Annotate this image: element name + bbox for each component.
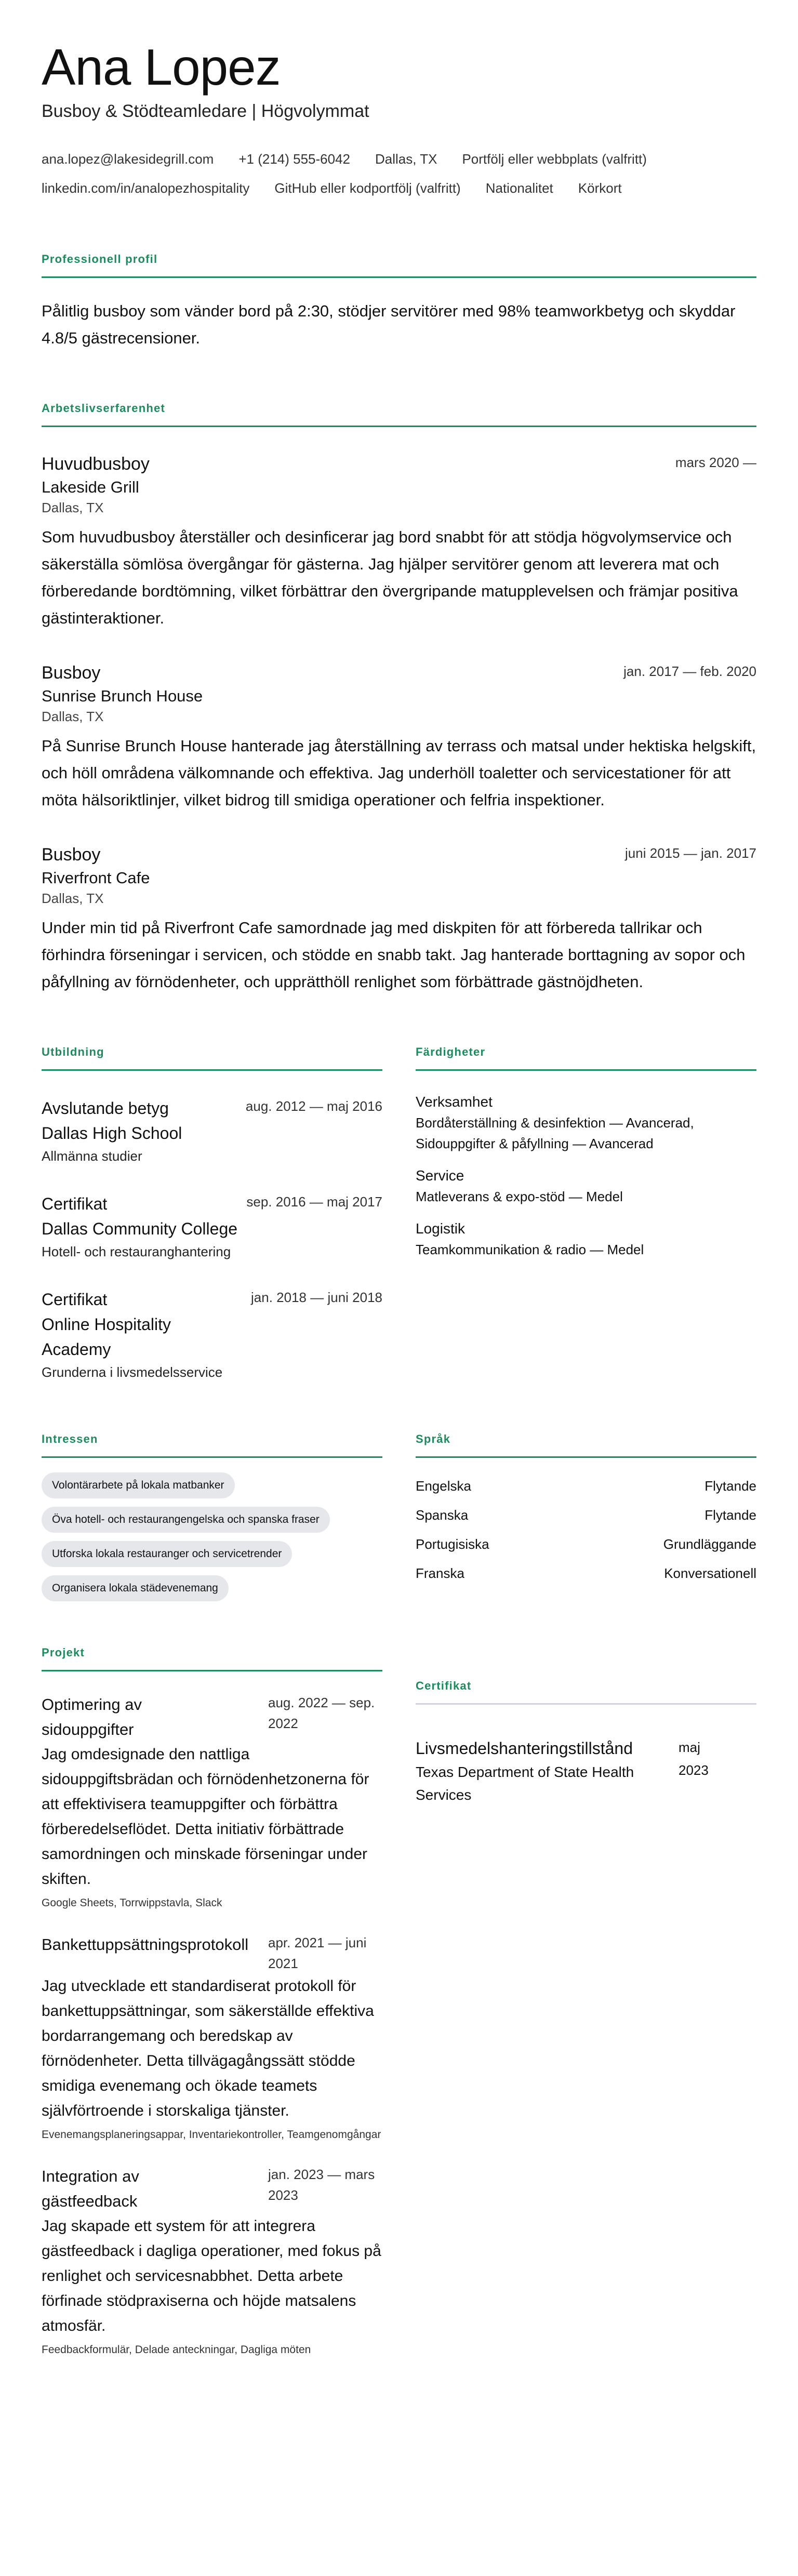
- certificate-info: [416, 1736, 665, 1807]
- language-name: Portugisiska: [416, 1536, 489, 1552]
- language-level: Grundläggande: [663, 1536, 756, 1552]
- project-header: [42, 1692, 382, 1742]
- job-entry: [42, 661, 756, 814]
- language-name: Franska: [416, 1565, 464, 1581]
- field-of-study: Allmänna studier: [42, 1148, 142, 1164]
- job-entry: [42, 843, 756, 995]
- language-row: [416, 1530, 756, 1559]
- field-of-study: Grunderna i livsmedelsservice: [42, 1364, 223, 1380]
- certificates-section: [416, 1646, 756, 2358]
- job-date: mars 2020 —: [675, 454, 756, 470]
- language-row: [416, 1471, 756, 1501]
- job-city: Dallas, TX: [42, 499, 104, 515]
- project-date: aug. 2022 — sep. 2022: [268, 1694, 375, 1731]
- project-title: Integration av gästfeedback: [42, 2167, 139, 2210]
- contact-license: Körkort: [578, 180, 622, 196]
- contact-nationality: Nationalitet: [485, 180, 553, 196]
- skills-section: [416, 1045, 756, 1383]
- job-header: [42, 661, 756, 685]
- contact-list: [42, 144, 756, 203]
- skill-category: Verksamhet: [416, 1093, 493, 1110]
- project-tools: Google Sheets, Torrwippstavla, Slack: [42, 1896, 222, 1909]
- degree-title: Certifikat: [42, 1290, 108, 1309]
- school-name: Dallas High School: [42, 1123, 182, 1143]
- projects-section: [42, 1646, 382, 2358]
- certificate-name: Livsmedelshanteringstillstånd: [416, 1738, 633, 1758]
- job-title: Huvudbusboy: [42, 454, 150, 474]
- education-entry: [42, 1287, 382, 1383]
- skill-group: [416, 1165, 756, 1207]
- job-title: Busboy: [42, 844, 101, 865]
- section-heading: Arbetslivserfarenhet: [42, 402, 756, 427]
- language-name: Spanska: [416, 1507, 469, 1523]
- interests-section: [42, 1432, 382, 1601]
- project-header: [42, 1932, 382, 1974]
- project-entry: [42, 2164, 382, 2358]
- job-date: jan. 2017 — feb. 2020: [623, 663, 756, 679]
- education-date: jan. 2018 — juni 2018: [251, 1289, 382, 1305]
- school-name: Online Hospitality Academy: [42, 1314, 171, 1359]
- education-entry: [42, 1096, 382, 1166]
- section-heading: Utbildning: [42, 1045, 382, 1071]
- job-company: Sunrise Brunch House: [42, 686, 203, 705]
- projects-certificates-row: [42, 1646, 756, 2358]
- project-date: apr. 2021 — juni 2021: [268, 1934, 367, 1971]
- candidate-subtitle: Busboy & Stödteamledare | Högvolymmat: [42, 101, 369, 121]
- language-level: Konversationell: [664, 1565, 756, 1581]
- field-of-study: Hotell- och restauranghantering: [42, 1243, 231, 1259]
- contact-portfolio[interactable]: Portfölj eller webbplats (valfritt): [462, 151, 647, 167]
- project-tools: Evenemangsplaneringsappar, Inventariekontroller, Teamgenomgångar: [42, 2128, 381, 2141]
- skill-group: [416, 1092, 756, 1154]
- interest-chip: Öva hotell- och restaurangengelska och spanska fraser: [42, 1507, 330, 1533]
- job-header: [42, 843, 756, 867]
- project-entry: [42, 1932, 382, 2143]
- project-date: jan. 2023 — mars 2023: [268, 2166, 375, 2203]
- job-description: På Sunrise Brunch House hanterade jag återställning av terrass och matsal under hektiska helgskift, och höll områdena välkomnande och effektiva. Jag underhöll toaletter och servicestationer för att möta hälsoriktlinjer, vilket bidrog till smidiga operationer och felfria inspektioner.: [42, 736, 756, 809]
- candidate-name: Ana Lopez: [42, 38, 281, 96]
- education-date: sep. 2016 — maj 2017: [246, 1193, 382, 1210]
- project-entry: [42, 1692, 382, 1911]
- contact-email[interactable]: ana.lopez@lakesidegrill.com: [42, 151, 214, 167]
- degree-title: Certifikat: [42, 1194, 108, 1213]
- project-description: Jag omdesignade den nattliga sidouppgiftsbrädan och förnödenhetzonerna för att effektivisera teamuppgifter och förbättra förberedelseflödet. Detta initiativ förbättrade samordningen och minskade förseningar under skiften.: [42, 1745, 369, 1888]
- project-tools: Feedbackformulär, Delade anteckningar, Dagliga möten: [42, 2343, 311, 2356]
- profile-section: [42, 253, 756, 352]
- job-city: Dallas, TX: [42, 890, 104, 906]
- school-name: Dallas Community College: [42, 1219, 238, 1238]
- education-section: [42, 1045, 382, 1383]
- section-heading: Professionell profil: [42, 253, 756, 278]
- job-city: Dallas, TX: [42, 708, 104, 724]
- project-title: Bankettuppsättningsprotokoll: [42, 1935, 249, 1954]
- section-heading: Färdigheter: [416, 1045, 756, 1071]
- degree-title: Avslutande betyg: [42, 1098, 169, 1118]
- interest-chip: Utforska lokala restauranger och servicetrender: [42, 1541, 292, 1567]
- section-heading: Certifikat: [416, 1679, 756, 1705]
- language-level: Flytande: [704, 1507, 756, 1523]
- education-skills-row: [42, 1045, 756, 1383]
- job-date: juni 2015 — jan. 2017: [625, 845, 756, 861]
- language-row: [416, 1501, 756, 1530]
- skill-category: Service: [416, 1167, 464, 1184]
- language-name: Engelska: [416, 1478, 471, 1494]
- job-title: Busboy: [42, 662, 101, 683]
- project-description: Jag utvecklade ett standardiserat protokoll för bankettuppsättningar, som säkerställde effektiva bordarrangemang och beredskap av förnödenheter. Detta tillvägagångssätt stödde smidiga evenemang och ökade teamets självförtroende i storskaliga tjänster.: [42, 1977, 374, 2119]
- job-company: Lakeside Grill: [42, 477, 139, 496]
- languages-section: [416, 1432, 756, 1601]
- project-description: Jag skapade ett system för att integrera gästfeedback i dagliga operationer, med fokus på renlighet och servicesnabbhet. Detta arbete förfinade stödpraxiserna och höjde matsalens atmosfär.: [42, 2217, 381, 2334]
- experience-section: [42, 402, 756, 995]
- project-title: Optimering av sidouppgifter: [42, 1695, 142, 1738]
- language-row: [416, 1559, 756, 1588]
- section-heading: Intressen: [42, 1432, 382, 1458]
- contact-location: Dallas, TX: [375, 151, 437, 167]
- education-entry: [42, 1191, 382, 1262]
- job-company: Riverfront Cafe: [42, 868, 150, 887]
- skill-category: Logistik: [416, 1220, 465, 1237]
- section-heading: Projekt: [42, 1646, 382, 1671]
- profile-summary: Pålitlig busboy som vänder bord på 2:30, stödjer servitörer med 98% teamworkbetyg och skyddar 4.8/5 gästrecensioner.: [42, 301, 736, 347]
- certificate-entry: [416, 1736, 756, 1807]
- job-description: Som huvudbusboy återställer och desinficerar jag bord snabbt för att stödja högvolymservice och säkerställa sömlösa övergångar för gästerna. Jag hjälper servitörer genom att leverera mat och förberedande bordtömning, vilket förbättrar den övergripande matupplevelsen och främjar positiva gästinteraktioner.: [42, 527, 738, 627]
- contact-github[interactable]: GitHub eller kodportfölj (valfritt): [274, 180, 461, 196]
- education-info: [42, 1096, 239, 1166]
- education-date: aug. 2012 — maj 2016: [245, 1098, 382, 1114]
- skill-items: Teamkommunikation & radio — Medel: [416, 1241, 644, 1257]
- skill-items: Matleverans & expo-stöd — Medel: [416, 1188, 623, 1204]
- skill-items: Bordåterställning & desinfektion — Avancerad, Sidouppgifter & påfyllning — Avancerad: [416, 1114, 694, 1151]
- language-level: Flytande: [704, 1478, 756, 1494]
- project-header: [42, 2164, 382, 2214]
- interests-languages-row: [42, 1432, 756, 1601]
- interest-chip: Organisera lokala städevenemang: [42, 1575, 229, 1601]
- certificate-issuer: Texas Department of State Health Services: [416, 1763, 634, 1803]
- contact-linkedin[interactable]: linkedin.com/in/analopezhospitality: [42, 180, 250, 196]
- interest-chip: Volontärarbete på lokala matbanker: [42, 1472, 235, 1498]
- job-description: Under min tid på Riverfront Cafe samordnade jag med diskpiten för att förbereda tallrikar och förhindra förseningar i servicen, och stödde en snabb takt. Jag hanterade borttagning av sopor och påfyllning av förnödenheter, och upprätthöll renlighet som förbättrade gästnöjdheten.: [42, 918, 746, 991]
- contact-phone[interactable]: +1 (214) 555-6042: [238, 151, 351, 167]
- job-entry: [42, 452, 756, 632]
- certificate-date: maj 2023: [679, 1739, 709, 1778]
- skill-group: [416, 1218, 756, 1260]
- education-info: [42, 1287, 239, 1383]
- education-info: [42, 1191, 239, 1262]
- job-header: [42, 452, 756, 476]
- resume-header: [42, 38, 756, 203]
- section-heading: Språk: [416, 1432, 756, 1458]
